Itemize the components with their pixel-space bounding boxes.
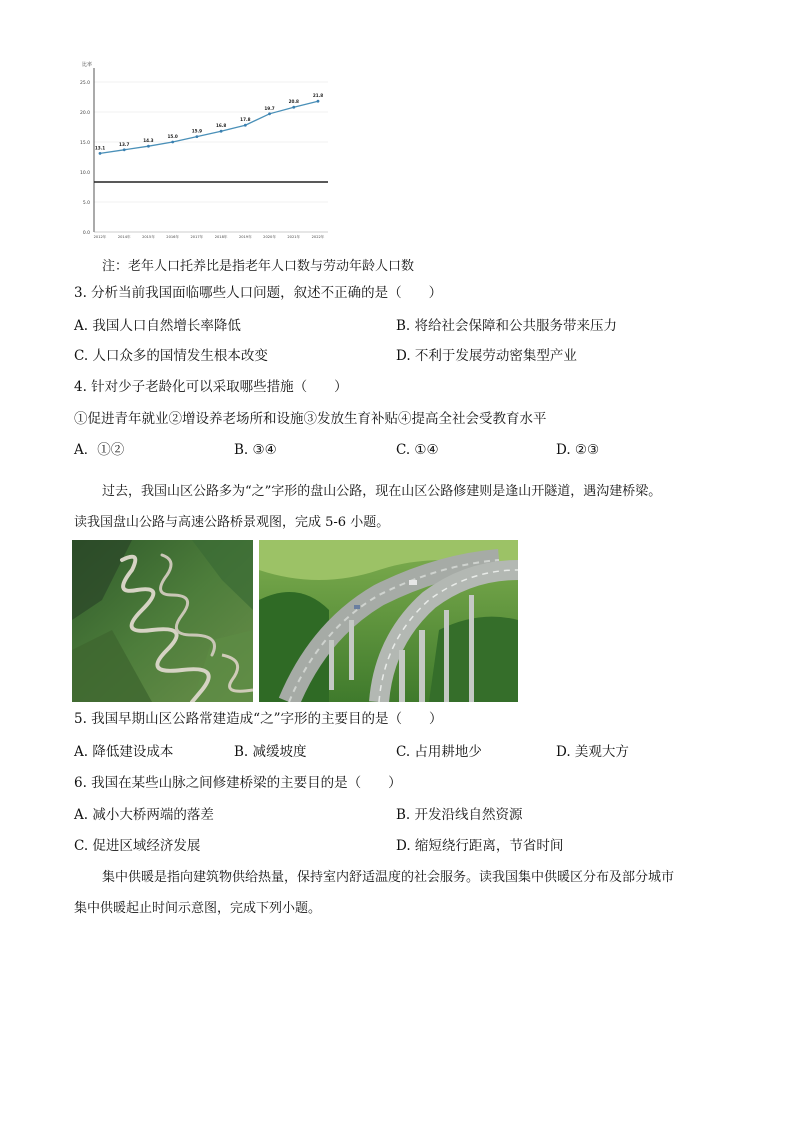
x-tick-label: 2022年 — [311, 235, 325, 239]
data-label: 15.0 — [167, 134, 178, 139]
data-point — [244, 124, 247, 127]
x-tick-label: 2021年 — [287, 235, 301, 239]
q4-option-a[interactable]: A．①② — [74, 442, 125, 458]
data-point — [99, 152, 102, 155]
data-point — [220, 130, 223, 133]
data-point — [123, 148, 126, 151]
q6-stem: 6. 我国在某些山脉之间修建桥梁的主要目的是（ ） — [74, 775, 402, 791]
q5-option-c[interactable]: C. 占用耕地少 — [396, 744, 482, 760]
q5-option-a[interactable]: A. 降低建设成本 — [74, 744, 174, 760]
q4-statements: ①促进青年就业②增设养老场所和设施③发放生育补贴④提高全社会受教育水平 — [74, 411, 547, 427]
data-label: 13.7 — [119, 141, 130, 147]
data-point — [171, 141, 174, 144]
y-tick-label: 5.0 — [82, 201, 90, 206]
data-point — [292, 106, 295, 109]
data-label: 17.8 — [240, 117, 251, 123]
data-point — [317, 100, 320, 103]
q4-option-d[interactable]: D. ②③ — [556, 442, 600, 458]
q6-option-c[interactable]: C. 促进区域经济发展 — [74, 838, 201, 854]
q3-option-d[interactable]: D. 不利于发展劳动密集型产业 — [396, 348, 577, 364]
x-tick-label: 2014年 — [117, 235, 131, 239]
data-point — [268, 112, 271, 115]
q3-option-b[interactable]: B. 将给社会保障和公共服务带来压力 — [396, 318, 618, 334]
data-label: 13.1 — [94, 145, 106, 151]
x-tick-label: 2016年 — [166, 235, 180, 239]
x-tick-label: 2012年 — [93, 235, 107, 239]
q5-stem: 5. 我国早期山区公路常建造成“之”字形的主要目的是（ ） — [74, 711, 443, 727]
x-tick-label: 2020年 — [263, 235, 276, 239]
x-tick-label: 2018年 — [214, 235, 228, 239]
q5-option-b[interactable]: B. 减缓坡度 — [234, 744, 307, 760]
data-label: 20.8 — [288, 99, 299, 105]
q3-option-c[interactable]: C. 人口众多的国情发生根本改变 — [74, 348, 268, 364]
y-tick-label: 25.0 — [79, 81, 90, 86]
x-tick-label: 2015年 — [142, 235, 155, 239]
series-line — [100, 101, 318, 153]
y-tick-label: 0.0 — [82, 231, 90, 236]
data-point — [195, 135, 198, 138]
data-label: 21.8 — [312, 93, 324, 99]
q5-option-d[interactable]: D. 美观大方 — [556, 744, 629, 760]
q6-option-d[interactable]: D. 缩短绕行距离，节省时间 — [396, 838, 564, 854]
data-label: 19.7 — [264, 105, 275, 111]
q3-option-a[interactable]: A. 我国人口自然增长率降低 — [74, 318, 241, 334]
y-tick-label: 15.0 — [79, 141, 90, 146]
passage2-line1: 集中供暖是指向建筑物供给热量，保持室内舒适温度的社会服务。读我国集中供暖区分布及部分城市 — [102, 870, 675, 885]
q3-stem: 3. 分析当前我国面临哪些人口问题，叙述不正确的是（ ） — [74, 285, 443, 301]
passage1-line1: 过去，我国山区公路多为“之”字形的盘山公路，现在山区公路修建则是逢山开隧道，遇沟建桥梁。 — [102, 484, 662, 499]
elderly-dependency-ratio-chart — [70, 60, 340, 240]
y-axis-label: 比率 — [82, 62, 93, 68]
data-label: 16.8 — [215, 123, 227, 129]
chart-note: 注：老年人口托养比是指老年人口数与劳动年龄人口数 — [102, 259, 415, 274]
y-tick-label: 20.0 — [79, 111, 90, 116]
passage2-line2: 集中供暖起止时间示意图，完成下列小题。 — [74, 901, 322, 916]
y-tick-label: 10.0 — [79, 171, 90, 176]
data-point — [147, 145, 150, 148]
q6-option-a[interactable]: A. 减小大桥两端的落差 — [74, 807, 214, 823]
winding-mountain-road-photo — [72, 540, 253, 702]
data-label: 15.9 — [191, 128, 203, 134]
q4-option-c[interactable]: C. ①④ — [396, 442, 439, 458]
q4-stem: 4. 针对少子老龄化可以采取哪些措施（ ） — [74, 379, 348, 395]
data-label: 14.3 — [143, 138, 154, 144]
x-tick-label: 2019年 — [238, 235, 252, 239]
q6-option-b[interactable]: B. 开发沿线自然资源 — [396, 807, 523, 823]
highway-viaduct-photo — [259, 540, 518, 702]
x-tick-label: 2017年 — [190, 235, 204, 239]
passage1-line2: 读我国盘山公路与高速公路桥景观图，完成 5-6 小题。 — [74, 515, 390, 530]
q4-option-b[interactable]: B. ③④ — [234, 442, 277, 458]
